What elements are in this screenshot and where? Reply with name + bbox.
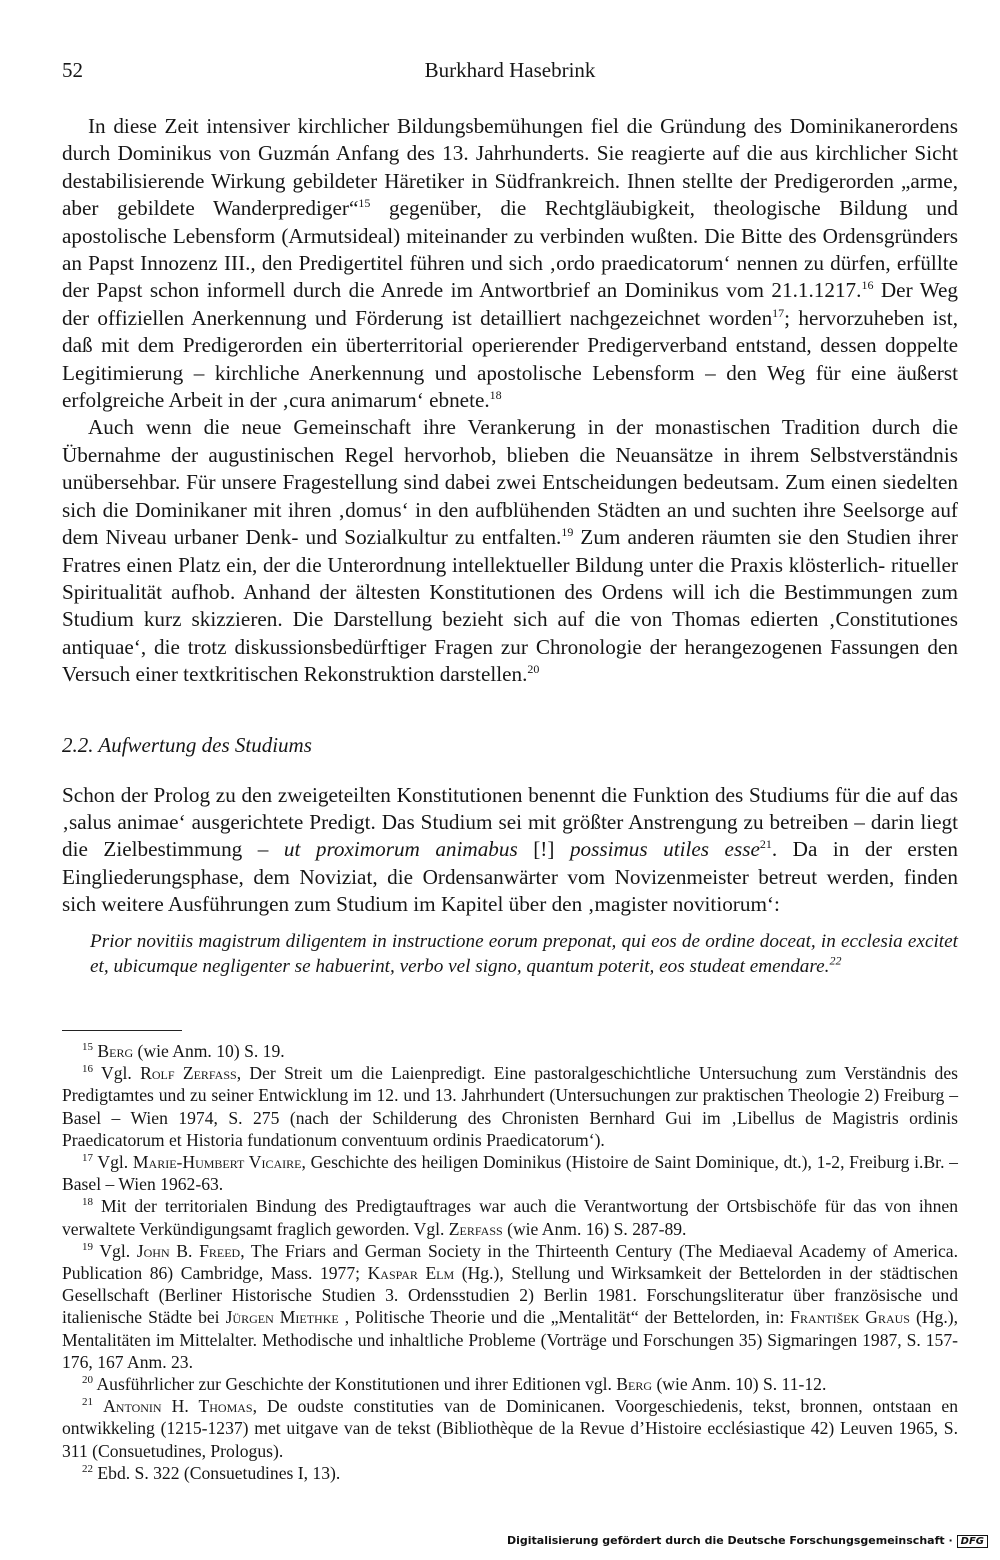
text-run: (Hg.), Mentalitäten im Mittelalter. Methodische und inhaltliche Probleme (Vorträge und Forschungen 35) Sigmaringen 1987, S. 157- 176, 167 Anm. 23. (62, 1307, 958, 1372)
footnote-18 (62, 1195, 958, 1239)
author-name: Antonin H. Thomas (103, 1396, 253, 1417)
text-run: (wie Anm. 10) S. 11-12. (652, 1374, 827, 1395)
footnote-19 (62, 1240, 958, 1373)
text-run: , Politische Theorie und die „Mentalität“ der Bettelorden, in: (338, 1307, 791, 1328)
latin-phrase: possimus utiles esse (569, 837, 760, 862)
footnote-number: 17 (82, 1152, 93, 1165)
footnote-16 (62, 1062, 958, 1151)
credit-text: Digitalisierung gefördert durch die Deutsche Forschungsgemeinschaft (506, 1534, 945, 1547)
section-heading: 2.2. Aufwertung des Studiums (62, 732, 312, 757)
text-run: , De oudste constituties van de Dominicanen. Voorgeschiedenis, tekst, bronnen, ontstaan en ontwikkeling (1215-1237) met uitgave van de tekst (Bibliothèque de la Revue d’Histoire ecclésiastique 42) Leuven 1965, S. 311 (Consuetudines, Prologus). (62, 1396, 958, 1461)
text-run: Der Weg der offiziellen Anerkennung und Förderung ist detailliert nachgezeichnet worden (62, 278, 958, 330)
text-run: Ebd. S. 322 (Consuetudines I, 13). (97, 1462, 341, 1483)
author-name: Berg (97, 1041, 134, 1061)
author-name: Rolf Zerfass (140, 1063, 237, 1084)
author-name: Berg (616, 1374, 653, 1395)
footnote-20 (62, 1373, 958, 1395)
text-run: (wie Anm. 10) S. 19. (133, 1041, 285, 1061)
text-run: (Hg.), Stellung und Wirksamkeit der Bettelorden in der städtischen Gesellschaft (Berliner Historische Studien 3. Ordensstudien 2) Berlin 1981. Forschungsliteratur über französische und italienische Städte bei (62, 1263, 958, 1328)
paragraph-2 (62, 414, 958, 688)
author-name: Zerfass (448, 1218, 503, 1239)
main-text (62, 113, 958, 979)
footnote-ref[interactable]: 20 (527, 662, 540, 677)
footnotes (62, 1040, 958, 1484)
footnote-number: 15 (82, 1041, 93, 1054)
footnote-15 (62, 1040, 958, 1062)
text-run: Vgl. (99, 1240, 137, 1261)
page-number: 52 (62, 58, 83, 82)
text-run: , Geschichte des heiligen Dominikus (Histoire de Saint Dominique, dt.), 1-2, Freiburg i.Br. – Basel – Wien 1962-63. (62, 1152, 958, 1195)
text-run: Vgl. (101, 1063, 141, 1084)
text-run: [!] (517, 837, 570, 862)
footnote-number: 22 (82, 1463, 93, 1475)
text-run: Mit der territorialen Bindung des Predigtauftrages war auch die Verantwortung der Ortsbischöfe für das von ihnen verwaltete Verkündigungsamt fraglich geworden. Vgl. (62, 1196, 958, 1239)
text-run: . Da in der ersten Eingliederungsphase, dem Noviziat, die Ordensanwärter vom Novizenmeister betreut werden, finden sich weitere Ausführungen zum Studium im Kapitel über den ‚magister novitiorum‘: (62, 837, 959, 917)
quote-text: Prior novitiis magistrum diligentem in instructione eorum preponat, qui eos de ordine doceat, in ecclesia excitet et, ubicumque negligenter se habuerint, verbo vel signo, quantum poterit, eos studeat emendare. (90, 930, 958, 977)
footnote-number: 16 (82, 1063, 93, 1076)
footnote-ref[interactable]: 15 (358, 196, 371, 211)
author-name: John B. Freed (136, 1240, 241, 1261)
footnote-17 (62, 1151, 958, 1195)
footnote-21 (62, 1395, 958, 1462)
footnote-ref[interactable]: 16 (861, 278, 874, 293)
text-run: Schon der Prolog zu den zweigeteilten Konstitutionen benennt die Funktion des Studiums für die auf das ‚salus animae‘ ausgerichtete Predigt. Das Studium sei mit größter Anstrengung zu betreiben – darin liegt die Zielbestimmung – (62, 782, 958, 862)
text-run: , The Friars and German Society in the Thirteenth Century (The Mediaeval Academy of America. Publication 86) Cambridge, Mass. 1977; (62, 1240, 959, 1284)
author-name: František Graus (790, 1307, 910, 1328)
footnote-number: 19 (82, 1240, 93, 1253)
text-run: (wie Anm. 16) S. 287-89. (502, 1218, 687, 1239)
author-name: Jürgen Miethke (225, 1307, 339, 1328)
text-run: , Der Streit um die Laienpredigt. Eine pastoralgeschichtliche Untersuchung zum Verständnis des Predigtamtes und zu seiner Entwicklung im 12. und 13. Jahrhundert (Untersuchungen zur praktischen Theologie 2) Freiburg – Basel – Wien 1974, S. 275 (nach der Schilderung des Chronisten Bernhard Gui im ‚Libellus de Magistris ordinis Praedicatorum et Historia fundationum conventuum ordinis Praedicatorum‘). (62, 1063, 959, 1150)
running-head-author: Burkhard Hasebrink (424, 58, 596, 82)
footnote-number: 20 (82, 1374, 93, 1387)
text-run: gegenüber, die Rechtgläubigkeit, theologische Bildung und apostolische Lebensform (Armutsideal) miteinander zu verbinden wußten. Die Bitte des Ordensgründers an Papst Innozenz III., den Predigertitel führen und sich ‚ordo praedicatorum‘ nennen zu dürfen, erfüllte der Papst schon informell durch die Anrede im Antwortbrief an Dominikus vom 21.1.1217. (62, 196, 958, 303)
footnote-ref[interactable]: 17 (772, 305, 785, 320)
footnote-number: 21 (82, 1396, 93, 1409)
digitization-credit: Digitalisierung gefördert durch die Deutsche Forschungsgemeinschaft · DFG (507, 1534, 988, 1548)
footnote-ref[interactable]: 21 (759, 837, 772, 852)
paragraph-3 (62, 782, 958, 919)
author-name: Kaspar Elm (367, 1263, 455, 1284)
paragraph-1 (62, 113, 958, 414)
footnote-ref[interactable]: 22 (829, 953, 842, 968)
footnote-number: 18 (82, 1196, 93, 1209)
author-name: Marie-Humbert Vicaire (132, 1152, 302, 1173)
text-run: In diese Zeit intensiver kirchlicher Bildungsbemühungen fiel die Gründung des Dominikanerordens durch Dominikus von Guzmán Anfang des 13. Jahrhunderts. Sie reagierte auf die aus kirchlicher Sicht destabilisierende Wirkung gebildeter Häretiker in Südfrankreich. Ihnen stellte der Predigerorden „arme, aber gebildete Wanderprediger“ (62, 114, 958, 221)
text-run: ; hervorzuheben ist, daß mit dem Predigerorden ein überterritorial operierender Predigerverband entstand, dessen doppelte Legitimierung – kirchliche Anerkennung und apostolische Lebensform – den Weg für eine äußerst erfolgreiche Arbeit in der ‚cura animarum‘ ebnete. (62, 305, 958, 413)
text-run: Ausführlicher zur Geschichte der Konstitutionen und ihrer Editionen vgl. (96, 1374, 617, 1395)
footnote-ref[interactable]: 18 (489, 388, 502, 402)
page-header (62, 58, 958, 88)
footnote-divider (62, 1030, 182, 1031)
footnote-22 (62, 1462, 958, 1484)
text-run: Vgl. (97, 1152, 133, 1173)
text-run: Zum anderen räumten sie den Studien ihrer Fratres einen Platz ein, der die Unterordnung intellektueller Bildung unter die Praxis klösterlich- ritueller Spiritualität aufhob. Anhand der ältesten Konstitutionen des Ordens will ich die Bestimmungen zum Studium kurz skizzieren. Die Darstellung bezieht sich auf die von Thomas edierten ‚Constitutiones antiquae‘, die trotz diskussionsbedürftiger Fragen zur Chronologie der herangezogenen Fassungen den Versuch einer textkritischen Rekonstruktion darstellen. (62, 525, 958, 687)
block-quote (62, 929, 958, 979)
dfg-logo-icon: DFG (957, 1535, 988, 1548)
latin-phrase: ut proximorum animabus (283, 837, 518, 862)
footnote-ref[interactable]: 19 (561, 525, 574, 540)
text-run: Auch wenn die neue Gemeinschaft ihre Verankerung in der monastischen Tradition durch die Übernahme der augustinischen Regel hervorhob, blieben die Neuansätze in ihrem Selbstverständnis unübersehbar. Für unsere Fragestellung sind dabei zwei Entscheidungen bedeutsam. Zum einen siedelten sich die Dominikaner mit ihren ‚domus‘ in den aufblühenden Städten an und suchten ihre Seelsorge auf dem Niveau urbaner Denk- und Sozialkultur zu entfalten. (62, 415, 958, 550)
